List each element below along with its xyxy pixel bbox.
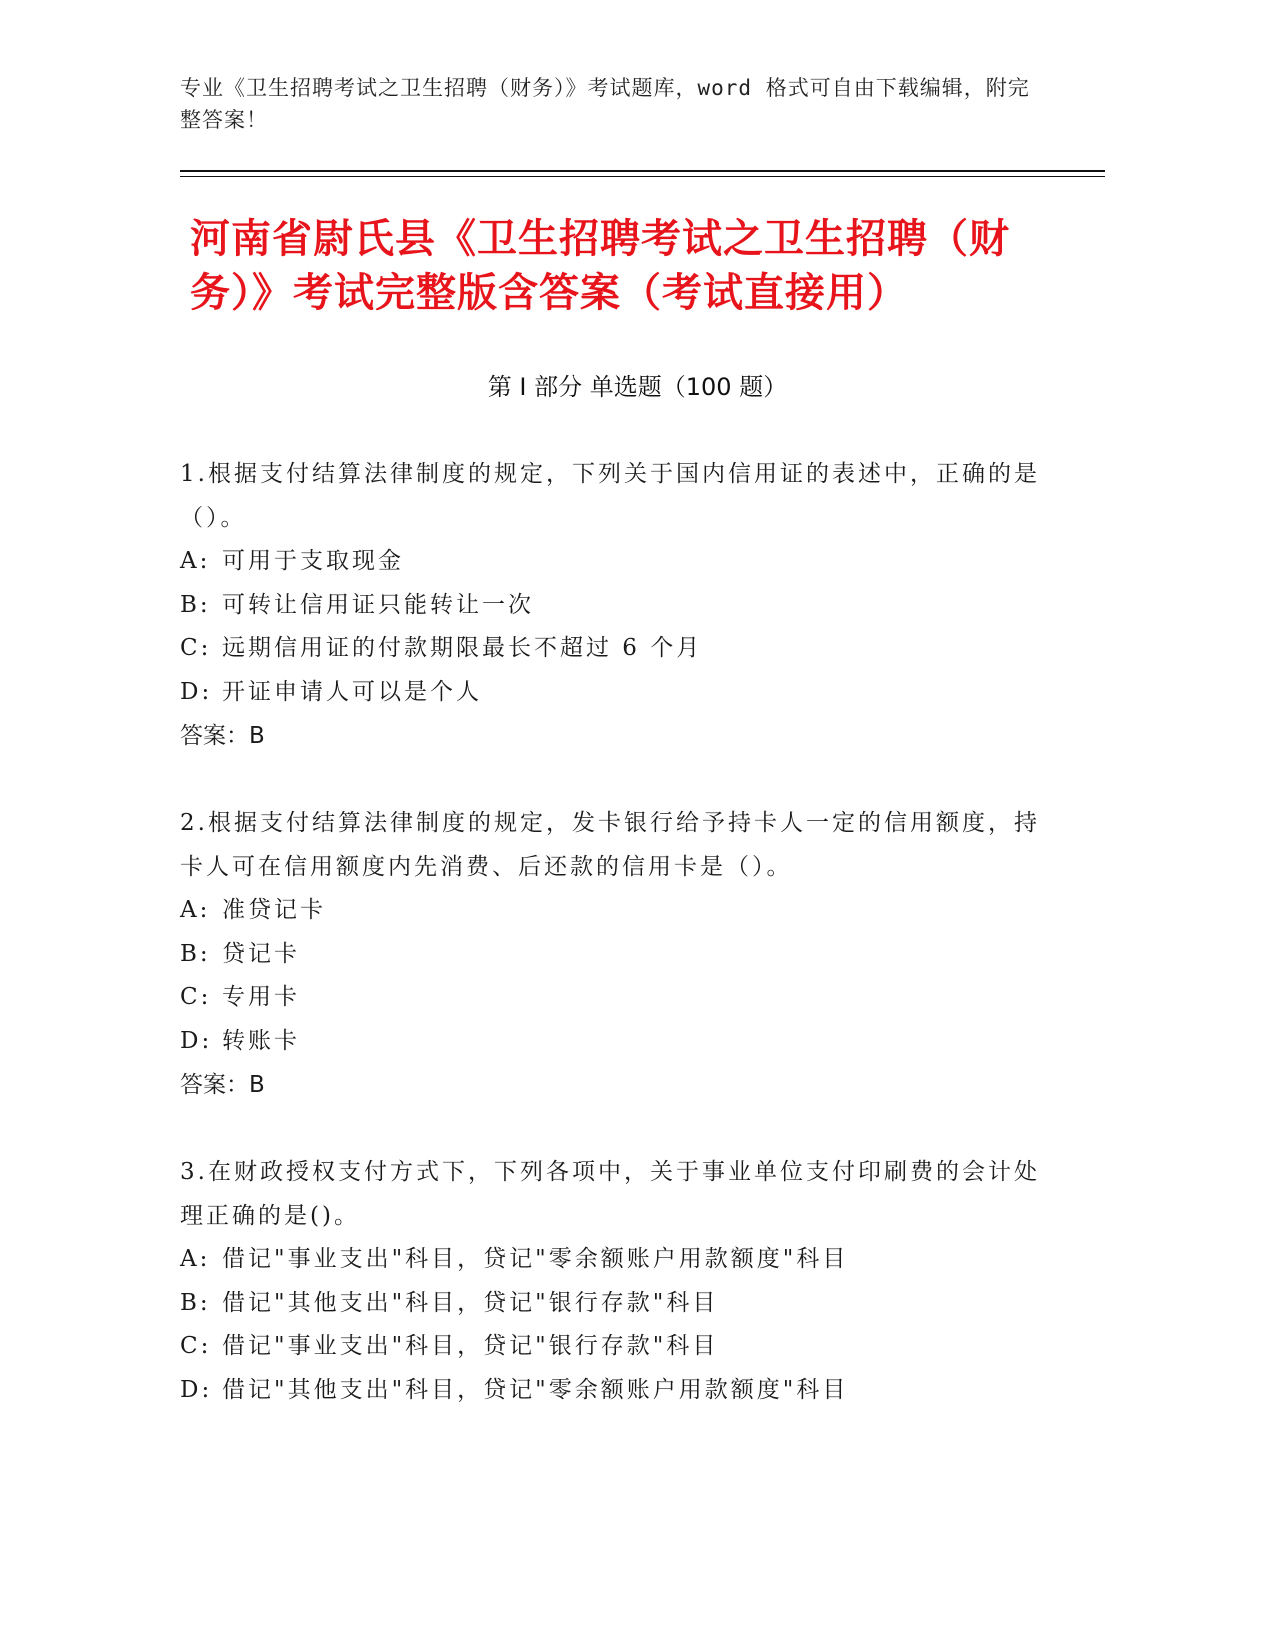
option-b	[180, 1282, 1040, 1326]
option-key: B:	[180, 1289, 211, 1316]
option-key: A:	[180, 548, 211, 574]
option-text: 开证申请人可以是个人	[222, 678, 482, 705]
option-key: A:	[180, 897, 211, 923]
option-text: 可用于支取现金	[222, 548, 404, 574]
option-a	[180, 1238, 1040, 1282]
option-b	[180, 584, 1040, 628]
option-text: 远期信用证的付款期限最长不超过 6 个月	[222, 635, 703, 661]
option-text: 可转让信用证只能转让一次	[222, 591, 534, 618]
option-key: C:	[180, 1333, 212, 1359]
option-c	[180, 1325, 1040, 1369]
header-divider-thin	[180, 176, 1105, 177]
answer-line: 答案：B	[180, 723, 265, 749]
option-c	[180, 627, 1040, 671]
option-text: 借记"其他支出"科目，贷记"零余额账户用款额度"科目	[222, 1376, 849, 1403]
section-heading: 第 I 部分 单选题（100 题）	[487, 373, 788, 401]
option-b	[180, 933, 1040, 977]
header-note: 专业《卫生招聘考试之卫生招聘（财务）》考试题库，word 格式可自由下载编辑，附完整答案！	[180, 76, 1030, 132]
option-key: D:	[180, 1027, 213, 1054]
answer-line: 答案：B	[180, 1072, 265, 1098]
option-text: 转账卡	[222, 1027, 300, 1054]
option-text: 专用卡	[222, 984, 300, 1010]
question-1	[180, 452, 1040, 758]
question-stem: 3.在财政授权支付方式下，下列各项中，关于事业单位支付印刷费的会计处理正确的是()。	[180, 1159, 1040, 1229]
option-a	[180, 540, 1040, 584]
option-key: B:	[180, 940, 211, 967]
option-text: 借记"事业支出"科目，贷记"零余额账户用款额度"科目	[222, 1246, 849, 1272]
header-divider-thick	[180, 170, 1105, 172]
option-key: B:	[180, 591, 211, 618]
option-key: C:	[180, 635, 212, 661]
option-key: D:	[180, 678, 213, 705]
option-text: 贷记卡	[222, 940, 300, 967]
option-c	[180, 976, 1040, 1020]
option-key: D:	[180, 1376, 213, 1403]
option-key: A:	[180, 1246, 211, 1272]
question-3	[180, 1150, 1040, 1412]
document-title: 河南省尉氏县《卫生招聘考试之卫生招聘（财务）》考试完整版含答案（考试直接用）	[190, 216, 1010, 316]
question-list	[180, 452, 1040, 1455]
option-key: C:	[180, 984, 212, 1010]
option-text: 借记"事业支出"科目，贷记"银行存款"科目	[222, 1333, 719, 1359]
option-d	[180, 671, 1040, 715]
question-stem: 1.根据支付结算法律制度的规定，下列关于国内信用证的表述中，正确的是（）。	[180, 461, 1040, 531]
question-2	[180, 801, 1040, 1107]
option-a	[180, 889, 1040, 933]
option-text: 准贷记卡	[222, 897, 326, 923]
option-d	[180, 1369, 1040, 1413]
question-stem: 2.根据支付结算法律制度的规定，发卡银行给予持卡人一定的信用额度，持卡人可在信用额度内先消费、后还款的信用卡是（）。	[180, 810, 1040, 880]
option-d	[180, 1020, 1040, 1064]
option-text: 借记"其他支出"科目，贷记"银行存款"科目	[222, 1289, 719, 1316]
